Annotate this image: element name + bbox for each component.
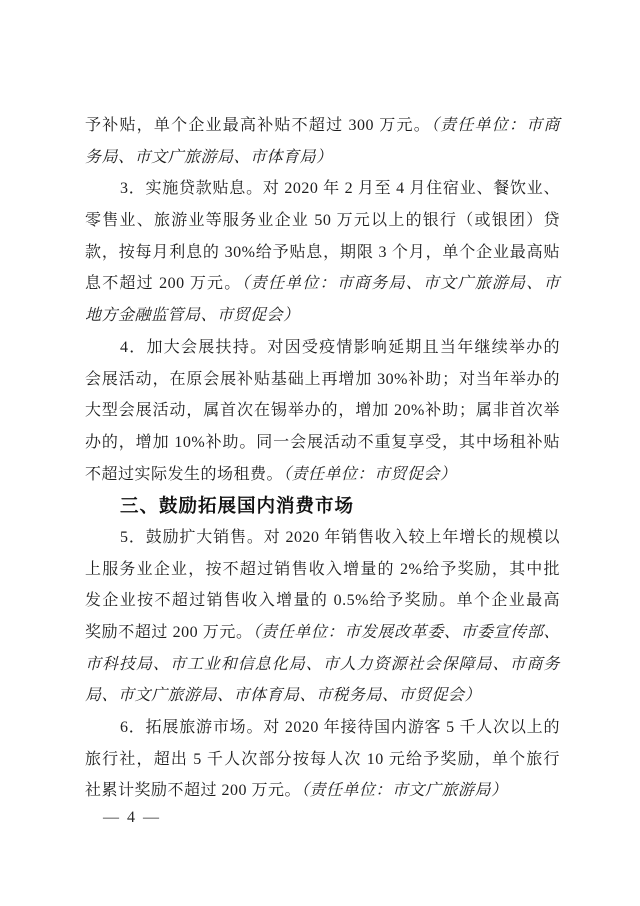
text-line bbox=[85, 522, 560, 554]
text-line bbox=[85, 300, 560, 332]
responsible-unit-text: 局、市文广旅游局、市体育局、市税务局、市贸促会） bbox=[85, 687, 482, 705]
text-line bbox=[85, 332, 560, 364]
text-line bbox=[85, 110, 560, 142]
body-text: 发企业按不超过销售收入增量的 0.5%给予奖励。单个企业最高 bbox=[85, 592, 560, 610]
body-text: 会展活动，在原会展补贴基础上再增加 30%补助；对当年举办的 bbox=[85, 370, 560, 388]
body-text: 4．加大会展扶持。对因受疫情影响延期且当年继续举办的 bbox=[120, 338, 560, 356]
text-line bbox=[85, 173, 560, 205]
text-line bbox=[85, 585, 560, 617]
section-heading bbox=[85, 490, 560, 522]
body-text: 旅行社，超出 5 千人次部分按每人次 10 元给予奖励，单个旅行 bbox=[85, 750, 560, 768]
responsible-unit-text: 务局、市文广旅游局、市体育局） bbox=[85, 148, 333, 166]
body-text: 上服务业企业，按不超过销售收入增量的 2%给予奖励，其中批 bbox=[85, 560, 560, 578]
body-text: 予补贴，单个企业最高补贴不超过 300 万元。 bbox=[85, 117, 431, 134]
text-line bbox=[85, 395, 560, 427]
text-line bbox=[85, 744, 560, 776]
text-line bbox=[85, 205, 560, 237]
responsible-unit-text: 地方金融监管局、市贸促会） bbox=[85, 307, 300, 325]
responsible-unit-text: （责任单位：市贸促会） bbox=[283, 465, 457, 483]
body-text: 5．鼓励扩大销售。对 2020 年销售收入较上年增长的规模以 bbox=[120, 528, 560, 546]
text-line bbox=[85, 142, 560, 174]
page-number: — 4 — bbox=[103, 809, 161, 826]
responsible-unit-text: 市科技局、市工业和信息化局、市人力资源社会保障局、市商务 bbox=[85, 655, 560, 673]
text-line bbox=[85, 554, 560, 586]
text-line bbox=[85, 649, 560, 681]
text-line bbox=[85, 364, 560, 396]
body-text: 6．拓展旅游市场。对 2020 年接待国内游客 5 千人次以上的 bbox=[120, 719, 560, 737]
text-line bbox=[85, 459, 560, 491]
body-text: 奖励不超过 200 万元。 bbox=[85, 624, 253, 641]
document-body bbox=[85, 110, 560, 807]
responsible-unit-text: （责任单位：市商务局、市文广旅游局、市 bbox=[241, 275, 560, 293]
body-text: 大型会展活动，属首次在锡举办的，增加 20%补助；属非首次举 bbox=[85, 402, 560, 420]
page-footer bbox=[103, 806, 161, 830]
body-text: 款，按每月利息的 30%给予贴息，期限 3 个月，单个企业最高贴 bbox=[85, 243, 560, 261]
text-line bbox=[85, 617, 560, 649]
body-text: 不超过实际发生的场租费。 bbox=[85, 465, 284, 483]
text-line bbox=[85, 427, 560, 459]
text-line bbox=[85, 237, 560, 269]
body-text: 零售业、旅游业等服务业企业 50 万元以上的银行（或银团）贷 bbox=[85, 212, 560, 230]
body-text: 社累计奖励不超过 200 万元。 bbox=[85, 782, 302, 800]
body-text: 办的，增加 10%补助。同一会展活动不重复享受，其中场租补贴 bbox=[85, 433, 560, 451]
body-text: 息不超过 200 万元。 bbox=[85, 275, 242, 293]
text-line bbox=[85, 268, 560, 300]
responsible-unit-text: （责任单位：市商 bbox=[430, 117, 560, 134]
body-text: 3．实施贷款贴息。对 2020 年 2 月至 4 月住宿业、餐饮业、 bbox=[120, 180, 560, 198]
text-line bbox=[85, 680, 560, 712]
responsible-unit-text: （责任单位：市发展改革委、市委宣传部、 bbox=[252, 624, 560, 641]
text-line bbox=[85, 775, 560, 807]
text-line bbox=[85, 712, 560, 744]
responsible-unit-text: （责任单位：市文广旅游局） bbox=[301, 782, 508, 800]
body-text: 三、鼓励拓展国内消费市场 bbox=[120, 495, 355, 517]
